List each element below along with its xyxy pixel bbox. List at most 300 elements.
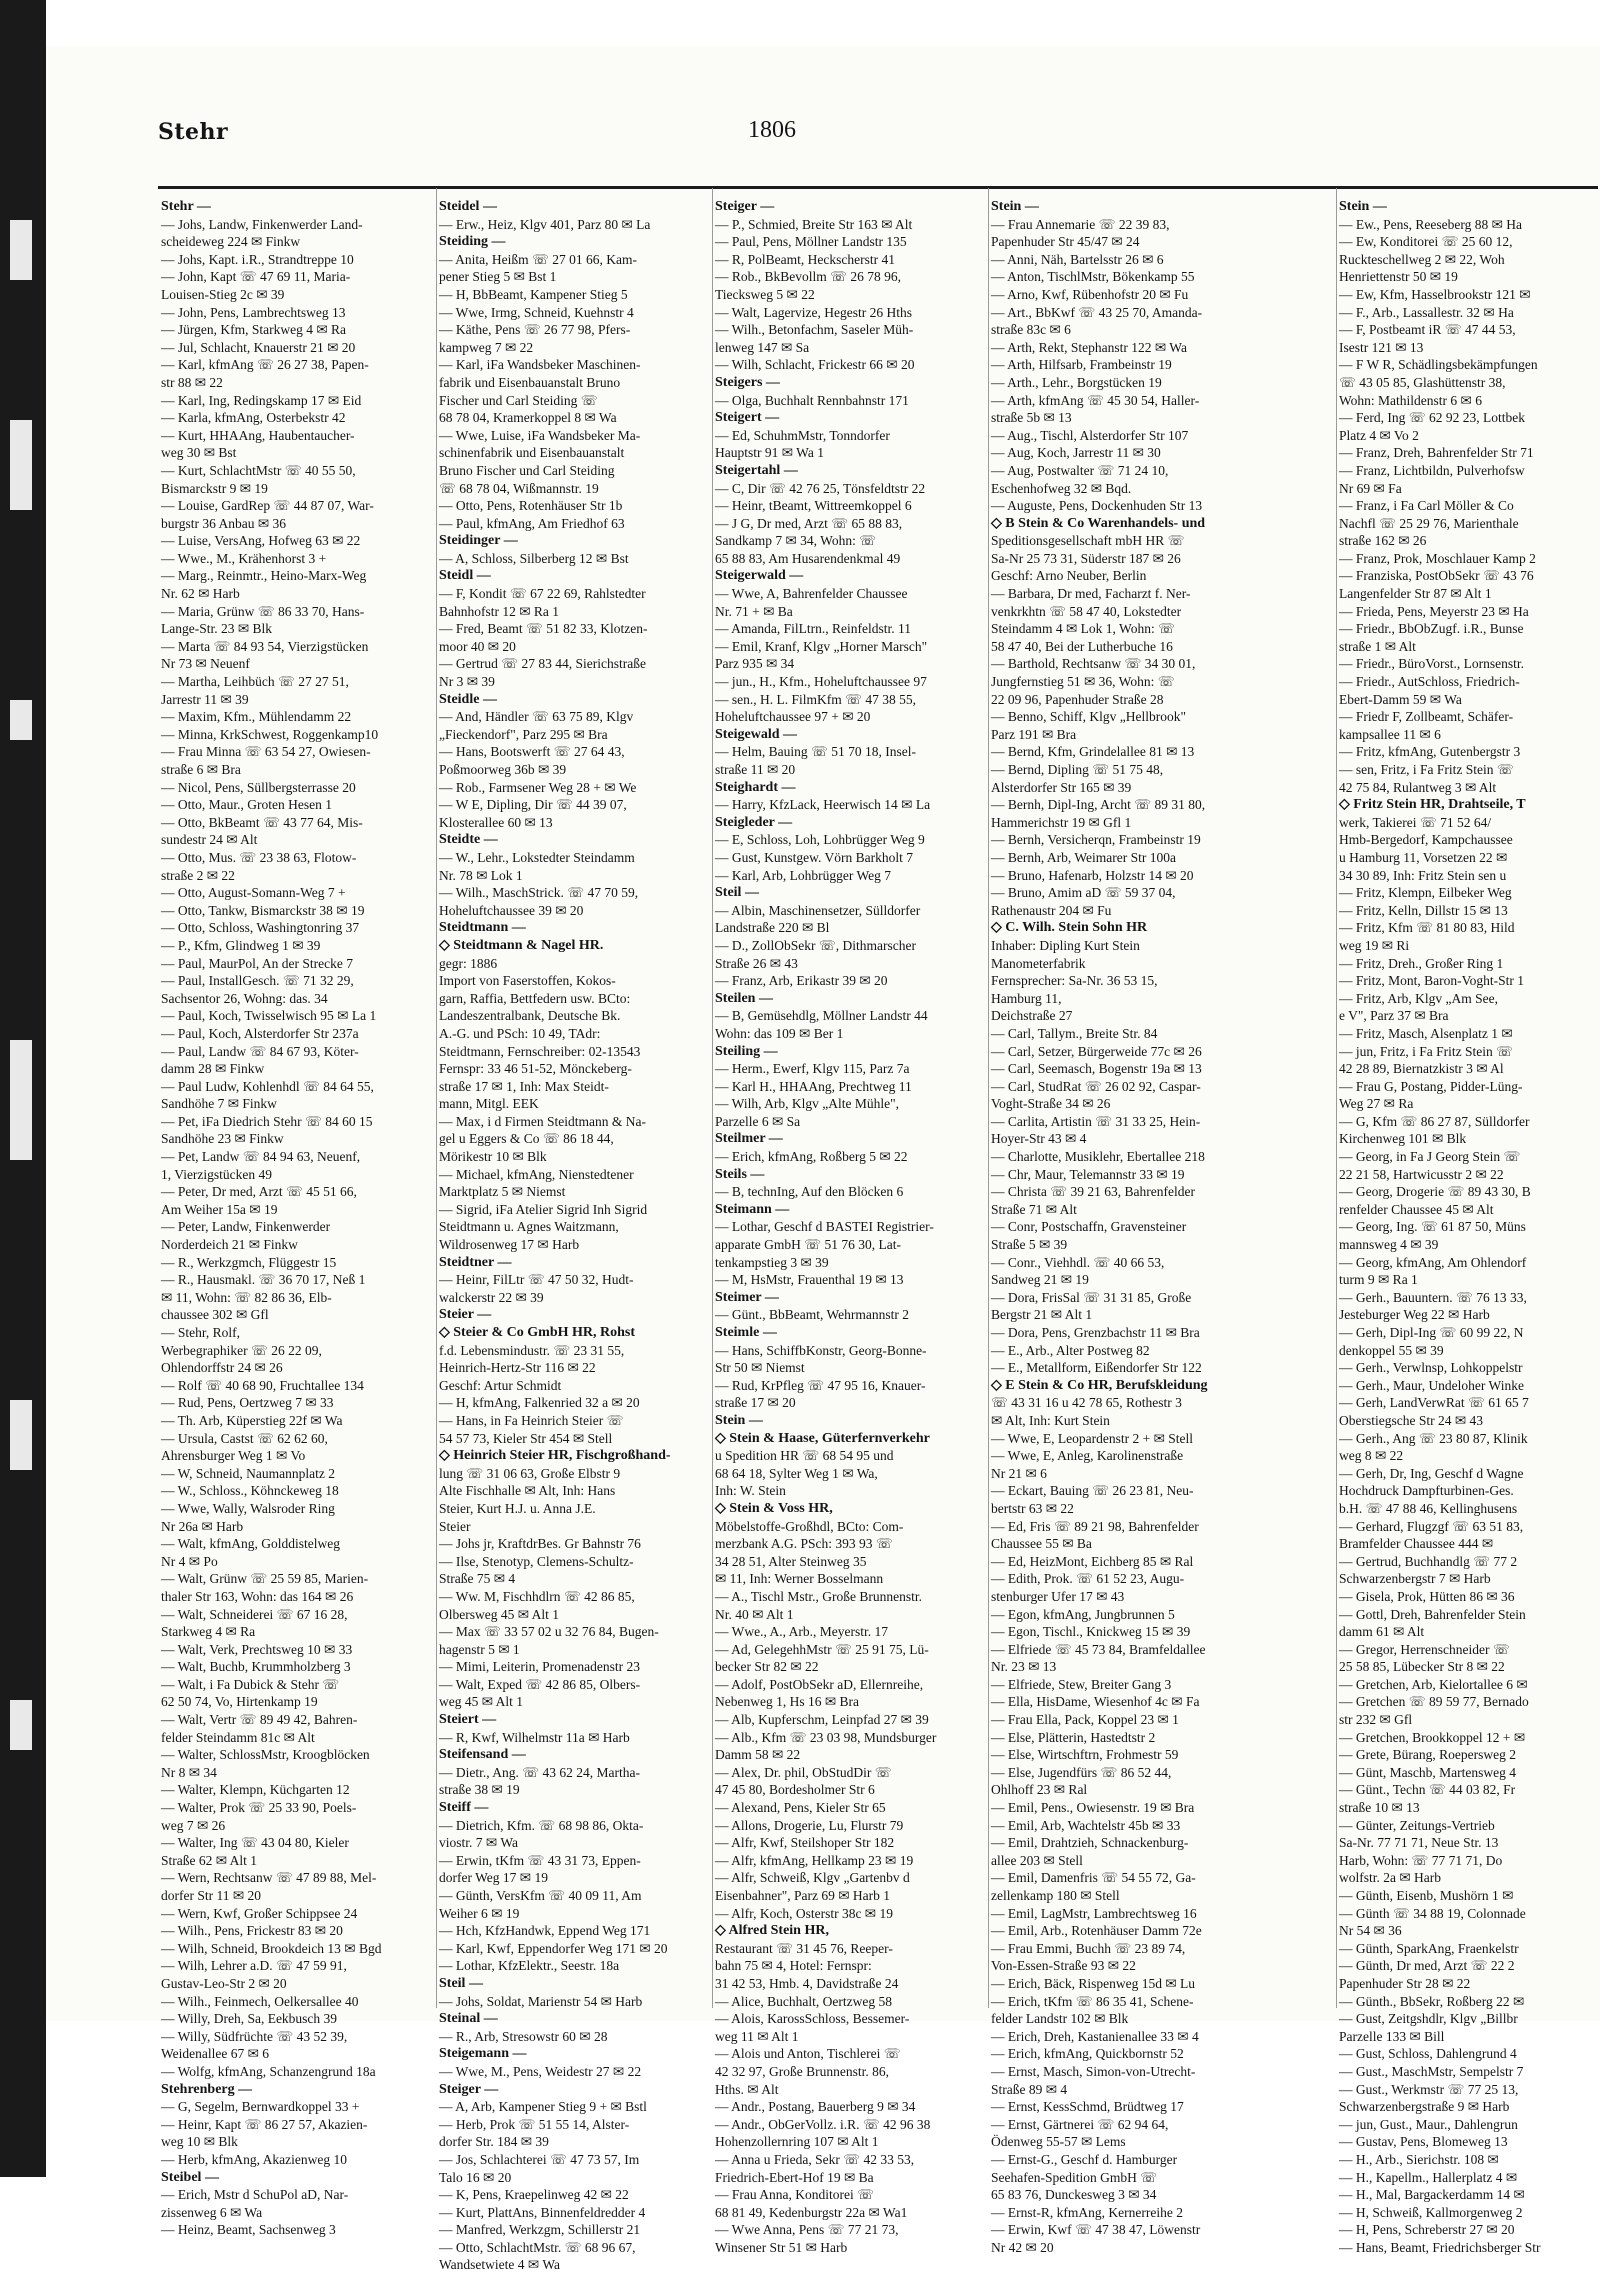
directory-entry-line: — Wilh, Schneid, Brookdeich 13 ✉ Bgd xyxy=(161,1940,382,1956)
directory-entry-line: Weg 27 ✉ Ra xyxy=(1339,1096,1414,1112)
directory-entry-line: Bahnhofstr 12 ✉ Ra 1 xyxy=(439,603,560,619)
directory-entry-line: — Ew, Kfm, Hasselbrookstr 121 ✉ xyxy=(1339,286,1531,302)
directory-entry-line: — Maxim, Kfm., Mühlendamm 22 xyxy=(161,709,352,725)
directory-entry-line: Steidle — xyxy=(439,691,497,707)
directory-entry-line: apparate GmbH ☏ 51 76 30, Lat- xyxy=(715,1237,901,1253)
directory-entry-line: Nr 69 ✉ Fa xyxy=(1339,480,1402,496)
directory-entry-line: — Barbara, Dr med, Facharzt f. Ner- xyxy=(991,586,1191,602)
directory-entry-line: — Johs, Soldat, Marienstr 54 ✉ Harb xyxy=(439,1993,643,2009)
directory-entry-line: — Günth, SparkAng, Fraenkelstr xyxy=(1339,1940,1519,1956)
directory-entry-line: — Erwin, tKfm ☏ 43 31 73, Eppen- xyxy=(439,1852,641,1868)
directory-entry-line: Straße 26 ✉ 43 xyxy=(715,955,798,971)
directory-entry-line: — Wwe, Irmg, Schneid, Kuehnstr 4 xyxy=(439,304,634,320)
directory-entry-line: ◇ Fritz Stein HR, Drahtseile, T xyxy=(1339,797,1526,813)
directory-entry-line: Hoyer-Str 43 ✉ 4 xyxy=(991,1131,1087,1147)
directory-column-3 xyxy=(715,198,985,2255)
directory-entry-line: — Else, Wirtschftrn, Frohmestr 59 xyxy=(991,1747,1179,1763)
directory-entry-line: — Erich, kfmAng, Roßberg 5 ✉ 22 xyxy=(715,1149,908,1165)
directory-entry-line: — Harry, KfzLack, Heerwisch 14 ✉ La xyxy=(715,797,931,813)
directory-entry-line: — Aug., Tischl, Alsterdorfer Str 107 xyxy=(991,427,1189,443)
directory-entry-line: — Stehr, Rolf, xyxy=(161,1325,240,1340)
directory-entry-line: chaussee 302 ✉ Gfl xyxy=(161,1307,269,1323)
directory-entry-line: Steimle — xyxy=(715,1325,777,1340)
directory-entry-line: Steigert — xyxy=(715,410,780,426)
directory-entry-line: Nr. 71 + ✉ Ba xyxy=(715,603,793,619)
directory-entry-line: — Karl, iFa Wandsbeker Maschinen- xyxy=(439,357,641,373)
directory-entry-line: — Chr, Maur, Telemannstr 33 ✉ 19 xyxy=(991,1166,1185,1182)
directory-entry-line: — R, Kwf, Wilhelmstr 11a ✉ Harb xyxy=(439,1729,630,1745)
directory-entry-line: u Spedition HR ☏ 68 54 95 und xyxy=(715,1448,894,1464)
directory-entry-line: Steimer — xyxy=(715,1289,779,1305)
directory-entry-line: Fischer und Carl Steiding ☏ xyxy=(439,392,598,408)
directory-entry-line: bertstr 63 ✉ 22 xyxy=(991,1500,1074,1516)
directory-entry-line: Nr 3 ✉ 39 xyxy=(439,674,495,690)
directory-entry-line: — Frau Emmi, Buchh ☏ 23 89 74, xyxy=(991,1940,1186,1956)
directory-entry-line: — R, PolBeamt, Heckscherstr 41 xyxy=(715,251,895,267)
directory-entry-line: — Dietrich, Kfm. ☏ 68 98 86, Okta- xyxy=(439,1817,644,1833)
directory-entry-line: — Walt, Buchb, Krummholzberg 3 xyxy=(161,1659,351,1675)
directory-entry-line: — Fritz, kfmAng, Gutenbergstr 3 xyxy=(1339,744,1521,760)
directory-entry-line: — Paul, kfmAng, Am Friedhof 63 xyxy=(439,515,625,531)
directory-entry-line: — Frau Anna, Konditorei ☏ xyxy=(715,2187,874,2203)
directory-entry-line: Talo 16 ✉ 20 xyxy=(439,2169,512,2185)
directory-entry-line: Straße 75 ✉ 4 xyxy=(439,1571,516,1587)
directory-entry-line: Alsterdorfer Str 165 ✉ 39 xyxy=(991,779,1132,795)
directory-entry-line: — Karla, kfmAng, Osterbekstr 42 xyxy=(161,410,346,426)
directory-entry-line: — Gust, Schloss, Dahlengrund 4 xyxy=(1339,2046,1517,2062)
directory-entry-line: — Grete, Bürang, Roepersweg 2 xyxy=(1339,1747,1516,1763)
directory-entry-line: Wohn: das 109 ✉ Ber 1 xyxy=(715,1025,844,1041)
directory-entry-line: 42 75 84, Rulantweg 3 ✉ Alt xyxy=(1339,779,1497,795)
directory-entry-line: — Alexand, Pens, Kieler Str 65 xyxy=(715,1800,886,1816)
directory-entry-line: Hohenzollernring 107 ✉ Alt 1 xyxy=(715,2134,879,2150)
directory-entry-line: straße 162 ✉ 26 xyxy=(1339,533,1427,549)
directory-entry-line: — Paul, Landw ☏ 84 67 93, Köter- xyxy=(161,1043,359,1059)
directory-entry-line: — John, Kapt ☏ 47 69 11, Maria- xyxy=(161,269,351,285)
directory-entry-line: Stein — xyxy=(991,199,1039,214)
directory-entry-line: Nr 73 ✉ Neuenf xyxy=(161,656,250,672)
directory-entry-line: Steigerwald — xyxy=(715,568,804,584)
directory-entry-line: Sachsentor 26, Wohng: das. 34 xyxy=(161,990,328,1006)
directory-entry-line: str 232 ✉ Gfl xyxy=(1339,1712,1413,1728)
directory-entry-line: Sandweg 21 ✉ 19 xyxy=(991,1272,1089,1288)
page-header xyxy=(158,111,1378,151)
directory-entry-line: Geschf: Arno Neuber, Berlin xyxy=(991,568,1147,584)
directory-entry-line: — Günt., Techn ☏ 44 03 82, Fr xyxy=(1339,1782,1516,1798)
directory-entry-line: 22 09 96, Papenhuder Straße 28 xyxy=(991,691,1164,707)
directory-entry-line: — jun, Fritz, i Fa Fritz Stein ☏ xyxy=(1339,1043,1514,1059)
directory-entry-line: 54 57 73, Kieler Str 454 ✉ Stell xyxy=(439,1430,613,1446)
directory-entry-line: straße 1 ✉ Alt xyxy=(1339,638,1416,654)
directory-entry-line: — Heinr, FilLtr ☏ 47 50 32, Hudt- xyxy=(439,1272,634,1288)
directory-entry-line: — W., Schloss., Köhnckeweg 18 xyxy=(161,1483,339,1499)
directory-entry-line: felder Steindamm 81c ✉ Alt xyxy=(161,1729,315,1745)
directory-entry-line: — Emil, Drahtzieh, Schnackenburg- xyxy=(991,1835,1189,1851)
directory-entry-line: — F, Postbeamt iR ☏ 47 44 53, xyxy=(1339,322,1516,338)
directory-entry-line: — J G, Dr med, Arzt ☏ 65 88 83, xyxy=(715,515,903,531)
directory-entry-line: straße 2 ✉ 22 xyxy=(161,867,235,883)
directory-entry-line: 31 42 53, Hmb. 4, Davidstraße 24 xyxy=(715,1975,899,1991)
directory-entry-line: — Anni, Näh, Bartelsstr 26 ✉ 6 xyxy=(991,251,1164,267)
directory-entry-line: — Anita, Heißm ☏ 27 01 66, Kam- xyxy=(439,251,637,267)
directory-entry-line: Hoheluftchaussee 39 ✉ 20 xyxy=(439,902,584,918)
header-rule xyxy=(158,186,1598,189)
directory-entry-line: Weidenallee 67 ✉ 6 xyxy=(161,2046,270,2062)
directory-entry-line: — Albin, Maschinensetzer, Sülldorfer xyxy=(715,902,921,918)
directory-entry-line: — Anton, TischlMstr, Bökenkamp 55 xyxy=(991,269,1195,285)
directory-entry-line: ◇ Steidtmann & Nagel HR. xyxy=(439,937,604,953)
directory-entry-line: — Fritz, Arb, Klgv „Am See, xyxy=(1339,990,1498,1006)
directory-entry-line: — Wwe, M., Pens, Weidestr 27 ✉ 22 xyxy=(439,2063,642,2079)
directory-entry-line: — Alois und Anton, Tischlerei ☏ xyxy=(715,2046,901,2062)
directory-entry-line: weg 45 ✉ Alt 1 xyxy=(439,1694,524,1710)
directory-entry-line: moor 40 ✉ 20 xyxy=(439,638,516,654)
directory-entry-line: — Bernh, Dipl-Ing, Archt ☏ 89 31 80, xyxy=(991,797,1206,813)
directory-entry-line: — Johs, Kapt. i.R., Strandtreppe 10 xyxy=(161,251,354,267)
directory-entry-line: str 88 ✉ 22 xyxy=(161,374,223,390)
directory-entry-line: Isestr 121 ✉ 13 xyxy=(1339,339,1424,355)
directory-entry-line: — Andr., Postang, Bauerberg 9 ✉ 34 xyxy=(715,2099,916,2115)
directory-entry-line: — Gust, Kunstgew. Vörn Barkholt 7 xyxy=(715,849,913,865)
directory-entry-line: — W., Lehr., Lokstedter Steindamm xyxy=(439,849,635,865)
directory-entry-line: — Carl, StudRat ☏ 26 02 92, Caspar- xyxy=(991,1078,1201,1094)
directory-entry-line: — Hans, SchiffbKonstr, Georg-Bonne- xyxy=(715,1342,927,1358)
directory-entry-line: 34 30 89, Inh: Fritz Stein sen u xyxy=(1339,867,1507,883)
directory-entry-line: turm 9 ✉ Ra 1 xyxy=(1339,1272,1418,1288)
directory-entry-line: — Walter, SchlossMstr, Kroogblöcken xyxy=(161,1747,370,1763)
directory-entry-line: — Walt, Exped ☏ 42 86 85, Olbers- xyxy=(439,1676,641,1692)
directory-entry-line: — Günt., BbBeamt, Wehrmannstr 2 xyxy=(715,1307,910,1323)
directory-entry-line: — Otto, August-Somann-Weg 7 + xyxy=(161,885,346,901)
directory-entry-line: — Ad, GelegehhMstr ☏ 25 91 75, Lü- xyxy=(715,1641,929,1657)
directory-entry-line: — Carl, Setzer, Bürgerweide 77c ✉ 26 xyxy=(991,1043,1202,1059)
directory-entry-line: Steiff — xyxy=(439,1800,489,1816)
directory-entry-line: — Bernd, Kfm, Grindelallee 81 ✉ 13 xyxy=(991,744,1195,760)
directory-entry-line: — Amanda, FilLtrn., Reinfeldstr. 11 xyxy=(715,621,911,637)
directory-entry-line: — Ed, SchuhmMstr, Tonndorfer xyxy=(715,427,890,443)
directory-entry-line: hagenstr 5 ✉ 1 xyxy=(439,1641,520,1657)
directory-entry-line: — Dora, Pens, Grenzbachstr 11 ✉ Bra xyxy=(991,1325,1200,1340)
directory-entry-line: — Johs, Landw, Finkenwerder Land- xyxy=(161,216,363,232)
directory-entry-line: walckerstr 22 ✉ 39 xyxy=(439,1289,544,1305)
directory-entry-line: Ohlendorffstr 24 ✉ 26 xyxy=(161,1360,283,1376)
directory-entry-line: A.-G. und PSch: 10 49, TAdr: xyxy=(439,1025,601,1041)
directory-entry-line: dorfer Weg 17 ✉ 19 xyxy=(439,1870,548,1886)
directory-entry-line: Ebert-Damm 59 ✉ Wa xyxy=(1339,691,1462,707)
directory-entry-line: — P., Schmied, Breite Str 163 ✉ Alt xyxy=(715,216,913,232)
column-divider xyxy=(988,188,989,2008)
directory-entry-line: ◇ Stein & Voss HR, xyxy=(715,1500,833,1516)
directory-entry-line: — Arth, kfmAng ☏ 45 30 54, Haller- xyxy=(991,392,1200,408)
directory-entry-line: — Franz, Lichtbildn, Pulverhofsw xyxy=(1339,462,1525,478)
directory-entry-line: Fernsprecher: Sa-Nr. 36 53 15, xyxy=(991,973,1158,989)
directory-entry-line: — Otto, Tankw, Bismarckstr 38 ✉ 19 xyxy=(161,902,365,918)
directory-entry-line: Hoheluftchaussee 97 + ✉ 20 xyxy=(715,709,871,725)
directory-entry-line: Heinrich-Hertz-Str 116 ✉ 22 xyxy=(439,1360,596,1376)
directory-entry-line: — Günter, Zeitungs-Vertrieb xyxy=(1339,1817,1495,1833)
directory-entry-line: damm 61 ✉ Alt xyxy=(1339,1624,1425,1640)
directory-entry-line: — Gust, Zeitgshdlr, Klgv „Billbr xyxy=(1339,2011,1518,2027)
directory-entry-line: Nr 8 ✉ 34 xyxy=(161,1764,217,1780)
directory-entry-line: — Erich, Dreh, Kastanienallee 33 ✉ 4 xyxy=(991,2028,1199,2044)
directory-entry-line: — Carl, Tallym., Breite Str. 84 xyxy=(991,1025,1158,1041)
directory-entry-line: ✉ 11, Inh: Werner Bosselmann xyxy=(715,1571,884,1587)
directory-entry-line: Steilen — xyxy=(715,990,773,1006)
directory-entry-line: Steigemann — xyxy=(439,2046,527,2062)
directory-entry-line: 68 81 49, Kedenburgstr 22a ✉ Wa1 xyxy=(715,2204,908,2220)
directory-entry-line: — Gretchen, Arb, Kielortallee 6 ✉ xyxy=(1339,1676,1528,1692)
directory-entry-line: — Alb., Kfm ☏ 23 03 98, Mundsburger xyxy=(715,1729,937,1745)
directory-entry-line: — Gregor, Herrenschneider ☏ xyxy=(1339,1641,1510,1657)
directory-entry-line: — Günth, Dr med, Arzt ☏ 22 2 xyxy=(1339,1958,1515,1974)
directory-entry-line: ◇ B Stein & Co Warenhandels- und xyxy=(991,515,1206,531)
directory-entry-line: stenburger Ufer 17 ✉ 43 xyxy=(991,1588,1125,1604)
directory-entry-line: — Wilh., Betonfachm, Saseler Müh- xyxy=(715,322,914,338)
directory-entry-line: Lange-Str. 23 ✉ Blk xyxy=(161,621,273,637)
directory-entry-line: — Wilh., Pens, Frickestr 83 ✉ 20 xyxy=(161,1923,343,1939)
directory-entry-line: — Fritz, Kelln, Dillstr 15 ✉ 13 xyxy=(1339,902,1508,918)
directory-entry-line: — Paul, Koch, Twisselwisch 95 ✉ La 1 xyxy=(161,1008,377,1024)
directory-entry-line: — Kurt, SchlachtMstr ☏ 40 55 50, xyxy=(161,462,356,478)
directory-entry-line: Schwarzenbergstr 7 ✉ Harb xyxy=(1339,1571,1491,1587)
directory-entry-line: — Franz, Arb, Erikastr 39 ✉ 20 xyxy=(715,973,888,989)
directory-entry-line: Werbegraphiker ☏ 26 22 09, xyxy=(161,1342,322,1358)
directory-column-2 xyxy=(439,198,709,2273)
directory-entry-line: weg 10 ✉ Blk xyxy=(161,2134,238,2150)
directory-entry-line: — Heinz, Beamt, Sachsenweg 3 xyxy=(161,2222,336,2238)
directory-entry-line: — Bernh, Versicherqn, Frambeinstr 19 xyxy=(991,832,1201,848)
directory-entry-line: — Wwe, Luise, iFa Wandsbeker Ma- xyxy=(439,427,641,443)
directory-entry-line: Parz 935 ✉ 34 xyxy=(715,656,795,672)
directory-entry-line: zellenkamp 180 ✉ Stell xyxy=(991,1888,1120,1903)
directory-entry-line: — Rud, KrPfleg ☏ 47 95 16, Knauer- xyxy=(715,1377,926,1393)
directory-entry-line: Fernspr: 33 46 51-52, Mönckeberg- xyxy=(439,1061,632,1077)
directory-entry-line: — Andr., ObGerVollz. i.R. ☏ 42 96 38 xyxy=(715,2116,931,2132)
directory-entry-line: Manometerfabrik xyxy=(991,955,1086,971)
directory-entry-line: — Christa ☏ 39 21 63, Bahrenfelder xyxy=(991,1184,1195,1200)
directory-entry-line: — Sigrid, iFa Atelier Sigrid Inh Sigrid xyxy=(439,1201,648,1217)
directory-entry-line: — Aug, Koch, Jarrestr 11 ✉ 30 xyxy=(991,445,1161,461)
directory-entry-line: — Dietr., Ang. ☏ 43 62 24, Martha- xyxy=(439,1764,640,1780)
directory-entry-line: becker Str 82 ✉ 22 xyxy=(715,1659,819,1675)
directory-entry-line: ◇ Alfred Stein HR, xyxy=(715,1923,829,1939)
directory-entry-line: — Käthe, Pens ☏ 26 77 98, Pfers- xyxy=(439,322,631,338)
running-head: Stehr xyxy=(158,119,229,145)
scan-margin xyxy=(0,0,46,2177)
directory-entry-line: — P., Kfm, Glindweg 1 ✉ 39 xyxy=(161,937,321,953)
directory-entry-line: — H, Pens, Schreberstr 27 ✉ 20 xyxy=(1339,2222,1515,2238)
directory-entry-line: Weiher 6 ✉ 19 xyxy=(439,1905,520,1921)
directory-entry-line: Nr 26a ✉ Harb xyxy=(161,1518,244,1534)
directory-entry-line: — Walt, kfmAng, Golddistelweg xyxy=(161,1536,341,1552)
directory-entry-line: — Alex, Dr. phil, ObStudDir ☏ xyxy=(715,1764,892,1780)
directory-entry-line: — Georg, kfmAng, Am Ohlendorf xyxy=(1339,1254,1527,1270)
directory-entry-line: — Günth., BbSekr, Roßberg 22 ✉ xyxy=(1339,1993,1525,2009)
directory-entry-line: — Rob., BkBevollm ☏ 26 78 96, xyxy=(715,269,902,285)
directory-entry-line: Schwarzenbergstraße 9 ✉ Harb xyxy=(1339,2099,1510,2115)
directory-entry-line: Bismarckstr 9 ✉ 19 xyxy=(161,480,268,496)
directory-entry-line: weg 7 ✉ 26 xyxy=(161,1817,226,1833)
directory-column-4 xyxy=(991,198,1261,2255)
directory-entry-line: — sen, Fritz, i Fa Fritz Stein ☏ xyxy=(1339,762,1514,777)
directory-entry-line: ✉ Alt, Inh: Kurt Stein xyxy=(991,1412,1110,1428)
directory-entry-line: — Conr, Postschaffn, Gravensteiner xyxy=(991,1219,1187,1235)
directory-entry-line: Ahrensburger Weg 1 ✉ Vo xyxy=(161,1448,306,1464)
directory-entry-line: 1, Vierzigstücken 49 xyxy=(161,1166,273,1182)
directory-entry-line: Steigers — xyxy=(715,374,780,390)
directory-entry-line: — R., Arb, Stresowstr 60 ✉ 28 xyxy=(439,2028,608,2044)
directory-entry-line: — Paul Ludw, Kohlenhdl ☏ 84 64 55, xyxy=(161,1078,374,1094)
directory-entry-line: weg 30 ✉ Bst xyxy=(161,445,237,461)
directory-entry-line: — F, Kondit ☏ 67 22 69, Rahlstedter xyxy=(439,586,646,602)
directory-entry-line: — Conr., Viehhdl. ☏ 40 66 53, xyxy=(991,1254,1165,1270)
directory-entry-line: — Wilh, Schlacht, Frickestr 66 ✉ 20 xyxy=(715,357,915,373)
directory-entry-line: — Hans, in Fa Heinrich Steier ☏ xyxy=(439,1412,624,1428)
directory-entry-line: — Emil, Pens., Owiesenstr. 19 ✉ Bra xyxy=(991,1800,1195,1816)
directory-entry-line: — Karl, Arb, Lohbrügger Weg 7 xyxy=(715,867,892,883)
directory-entry-line: werk, Takierei ☏ 71 52 64/ xyxy=(1339,814,1492,830)
directory-entry-line: straße 38 ✉ 19 xyxy=(439,1782,520,1798)
directory-entry-line: Friedrich-Ebert-Hof 19 ✉ Ba xyxy=(715,2169,874,2185)
directory-entry-line: Steidtmann u. Agnes Waitzmann, xyxy=(439,1219,619,1235)
column-divider xyxy=(1336,188,1337,2008)
directory-entry-line: — Louise, GardRep ☏ 44 87 07, War- xyxy=(161,498,374,514)
directory-entry-line: straße 10 ✉ 13 xyxy=(1339,1800,1420,1816)
directory-entry-line: Steifensand — xyxy=(439,1747,526,1763)
directory-entry-line: — Erw., Heiz, Klgv 401, Parz 80 ✉ La xyxy=(439,216,651,232)
directory-entry-line: Stein — xyxy=(1339,199,1387,214)
directory-entry-line: Gustav-Leo-Str 2 ✉ 20 xyxy=(161,1975,287,1991)
directory-entry-line: schinenfabrik und Eisenbauanstalt xyxy=(439,445,625,461)
directory-entry-line: — Egon, kfmAng, Jungbrunnen 5 xyxy=(991,1606,1175,1622)
directory-entry-line: — Karl H., HHAAng, Prechtweg 11 xyxy=(715,1078,912,1094)
directory-entry-line: — Wwe, A, Bahrenfelder Chaussee xyxy=(715,586,908,602)
directory-entry-line: Nr 42 ✉ 20 xyxy=(991,2239,1054,2255)
directory-entry-line: 65 83 76, Dunckesweg 3 ✉ 34 xyxy=(991,2187,1157,2203)
directory-entry-line: — Erich, Mstr d SchuPol aD, Nar- xyxy=(161,2187,349,2203)
directory-entry-line: Import von Faserstoffen, Kokos- xyxy=(439,973,616,989)
directory-entry-line: scheideweg 224 ✉ Finkw xyxy=(161,234,301,250)
directory-entry-line: bahn 75 ✉ 4, Hotel: Fernspr: xyxy=(715,1958,872,1974)
directory-entry-line: — Friedr., BbObZugf. i.R., Bunse xyxy=(1339,621,1524,637)
directory-entry-line: Winsener Str 51 ✉ Harb xyxy=(715,2239,848,2255)
directory-entry-line: — Ernst, Gärtnerei ☏ 62 94 64, xyxy=(991,2116,1169,2132)
directory-entry-line: Stein — xyxy=(715,1412,763,1428)
directory-entry-line: — A, Schloss, Silberberg 12 ✉ Bst xyxy=(439,550,629,566)
directory-entry-line: — Manfred, Werkzgm, Schillerstr 21 xyxy=(439,2222,641,2238)
directory-entry-line: — Wilh, Lehrer a.D. ☏ 47 59 91, xyxy=(161,1958,347,1974)
directory-entry-line: — Gust., Werkmstr ☏ 77 25 13, xyxy=(1339,2081,1519,2097)
directory-entry-line: 22 21 58, Hartwicusstr 2 ✉ 22 xyxy=(1339,1166,1504,1182)
directory-entry-line: — Max ☏ 33 57 02 u 32 76 84, Bugen- xyxy=(439,1624,659,1640)
directory-entry-line: — Georg, in Fa J Georg Stein ☏ xyxy=(1339,1149,1521,1165)
directory-entry-line: — Marta ☏ 84 93 54, Vierzigstücken xyxy=(161,638,369,654)
directory-entry-line: wolfstr. 2a ✉ Harb xyxy=(1339,1870,1442,1886)
directory-entry-line: — Elfriede, Stew, Breiter Gang 3 xyxy=(991,1676,1172,1692)
directory-entry-line: Norderdeich 21 ✉ Finkw xyxy=(161,1237,298,1253)
directory-entry-line: Wohn: Mathildenstr 6 ✉ 6 xyxy=(1339,392,1482,408)
directory-entry-line: Stehrenberg — xyxy=(161,2081,253,2097)
directory-column-5 xyxy=(1339,198,1609,2255)
directory-entry-line: — Otto, SchlachtMstr. ☏ 68 96 67, xyxy=(439,2239,636,2255)
directory-entry-line: Wandsetwiete 4 ✉ Wa xyxy=(439,2257,560,2273)
directory-entry-line: Nr 21 ✉ 6 xyxy=(991,1465,1047,1481)
directory-entry-line: — Wwe Anna, Pens ☏ 77 21 73, xyxy=(715,2222,899,2238)
directory-entry-line: — Benno, Schiff, Klgv „Hellbrook" xyxy=(991,709,1186,725)
directory-entry-line: Geschf: Artur Schmidt xyxy=(439,1377,562,1393)
directory-entry-line: Straße 89 ✉ 4 xyxy=(991,2081,1068,2097)
directory-entry-line: — John, Pens, Lambrechtsweg 13 xyxy=(161,304,346,320)
directory-entry-line: — Lothar, KfzElektr., Seestr. 18a xyxy=(439,1958,620,1974)
directory-entry-line: ◇ Stein & Haase, Güterfernverkehr xyxy=(715,1430,930,1446)
directory-entry-line: — W E, Dipling, Dir ☏ 44 39 07, xyxy=(439,797,627,813)
directory-entry-line: — Adolf, PostObSekr aD, Ellernreihe, xyxy=(715,1676,924,1692)
directory-entry-line: — Ed, HeizMont, Eichberg 85 ✉ Ral xyxy=(991,1553,1194,1569)
directory-entry-line: weg 11 ✉ Alt 1 xyxy=(715,2028,799,2044)
directory-entry-line: Klosterallee 60 ✉ 13 xyxy=(439,814,553,830)
directory-entry-line: — Ed, Fris ☏ 89 21 98, Bahrenfelder xyxy=(991,1518,1199,1534)
directory-entry-line: — Kurt, HHAAng, Haubentaucher- xyxy=(161,427,355,443)
directory-entry-line: — Maria, Grünw ☏ 86 33 70, Hans- xyxy=(161,603,365,619)
directory-entry-line: Str 50 ✉ Niemst xyxy=(715,1360,805,1376)
directory-entry-line: — Johs jr, KraftdrBes. Gr Bahnstr 76 xyxy=(439,1536,641,1552)
directory-entry-line: — Art., BbKwf ☏ 43 25 70, Amanda- xyxy=(991,304,1203,320)
directory-entry-line: — Gerh., Bauuntern. ☏ 76 13 33, xyxy=(1339,1289,1527,1305)
directory-entry-line: Steidinger — xyxy=(439,533,518,549)
directory-entry-line: — R., Hausmakl. ☏ 36 70 17, Neß 1 xyxy=(161,1272,366,1288)
directory-entry-line: Restaurant ☏ 31 45 76, Reeper- xyxy=(715,1940,893,1956)
directory-entry-line: Papenhuder Str 28 ✉ 22 xyxy=(1339,1975,1471,1991)
directory-entry-line: merzbank A.G. PSch: 393 93 ☏ xyxy=(715,1536,893,1552)
directory-entry-line: Steinal — xyxy=(439,2011,498,2027)
directory-entry-line: — Friedr., AutSchloss, Friedrich- xyxy=(1339,674,1520,690)
directory-entry-line: — sen., H. L. FilmKfm ☏ 47 38 55, xyxy=(715,691,917,707)
directory-entry-line: — F W R, Schädlingsbekämpfungen xyxy=(1339,357,1538,373)
directory-entry-line: Steidtmann, Fernschreiber: 02-13543 xyxy=(439,1043,641,1059)
directory-entry-line: 62 50 74, Vo, Hirtenkamp 19 xyxy=(161,1694,318,1710)
directory-entry-line: Steidtner — xyxy=(439,1254,512,1270)
directory-entry-line: Hamburg 11, xyxy=(991,990,1062,1006)
directory-entry-line: — Walter, Ing ☏ 43 04 80, Kieler xyxy=(161,1835,349,1851)
directory-entry-line: — Günth ☏ 34 88 19, Colonnade xyxy=(1339,1905,1526,1921)
directory-entry-line: b.H. ☏ 47 88 46, Kellinghusens xyxy=(1339,1500,1518,1516)
directory-entry-line: allee 203 ✉ Stell xyxy=(991,1852,1083,1868)
directory-entry-line: Parzelle 6 ✉ Sa xyxy=(715,1113,801,1129)
directory-entry-line: — Ferd, Ing ☏ 62 92 23, Lottbek xyxy=(1339,410,1525,426)
directory-entry-line: — Hch, KfzHandwk, Eppend Weg 171 xyxy=(439,1923,651,1939)
directory-entry-line: — Gottl, Dreh, Bahrenfelder Stein xyxy=(1339,1606,1526,1622)
directory-entry-line: ☏ 43 05 85, Glashüttenstr 38, xyxy=(1339,374,1506,390)
directory-entry-line: burgstr 36 Anbau ✉ 36 xyxy=(161,515,287,531)
directory-entry-line: — Arth., Lehr., Borgstücken 19 xyxy=(991,374,1162,390)
directory-entry-line: Alte Fischhalle ✉ Alt, Inh: Hans xyxy=(439,1483,616,1499)
directory-entry-line: Straße 5 ✉ 39 xyxy=(991,1237,1068,1253)
directory-entry-line: Parz 191 ✉ Bra xyxy=(991,726,1077,742)
directory-entry-line: Landstraße 220 ✉ Bl xyxy=(715,920,830,936)
directory-entry-line: — R., Werkzgmch, Flüggestr 15 xyxy=(161,1254,337,1270)
directory-entry-line: — Paul, Koch, Alsterdorfer Str 237a xyxy=(161,1025,359,1041)
directory-entry-line: — Herb, kfmAng, Akazienweg 10 xyxy=(161,2151,347,2167)
directory-entry-line: Straße 71 ✉ Alt xyxy=(991,1201,1077,1217)
directory-entry-line: — Ernst, KessSchmd, Brüdtweg 17 xyxy=(991,2099,1184,2115)
directory-entry-line: Steier, Kurt H.J. u. Anna J.E. xyxy=(439,1500,596,1516)
directory-entry-line: — Günth, Eisenb, Mushörn 1 ✉ xyxy=(1339,1888,1514,1903)
directory-entry-line: — Carlita, Artistin ☏ 31 33 25, Hein- xyxy=(991,1113,1201,1129)
directory-entry-line: — E., Metallform, Eißendorfer Str 122 xyxy=(991,1360,1202,1376)
directory-entry-line: dorfer Str. 184 ✉ 39 xyxy=(439,2134,549,2150)
directory-entry-line: — Arth, Rekt, Stephanstr 122 ✉ Wa xyxy=(991,339,1187,355)
directory-entry-line: ☏ 43 31 16 u 42 78 65, Rothestr 3 xyxy=(991,1395,1182,1411)
